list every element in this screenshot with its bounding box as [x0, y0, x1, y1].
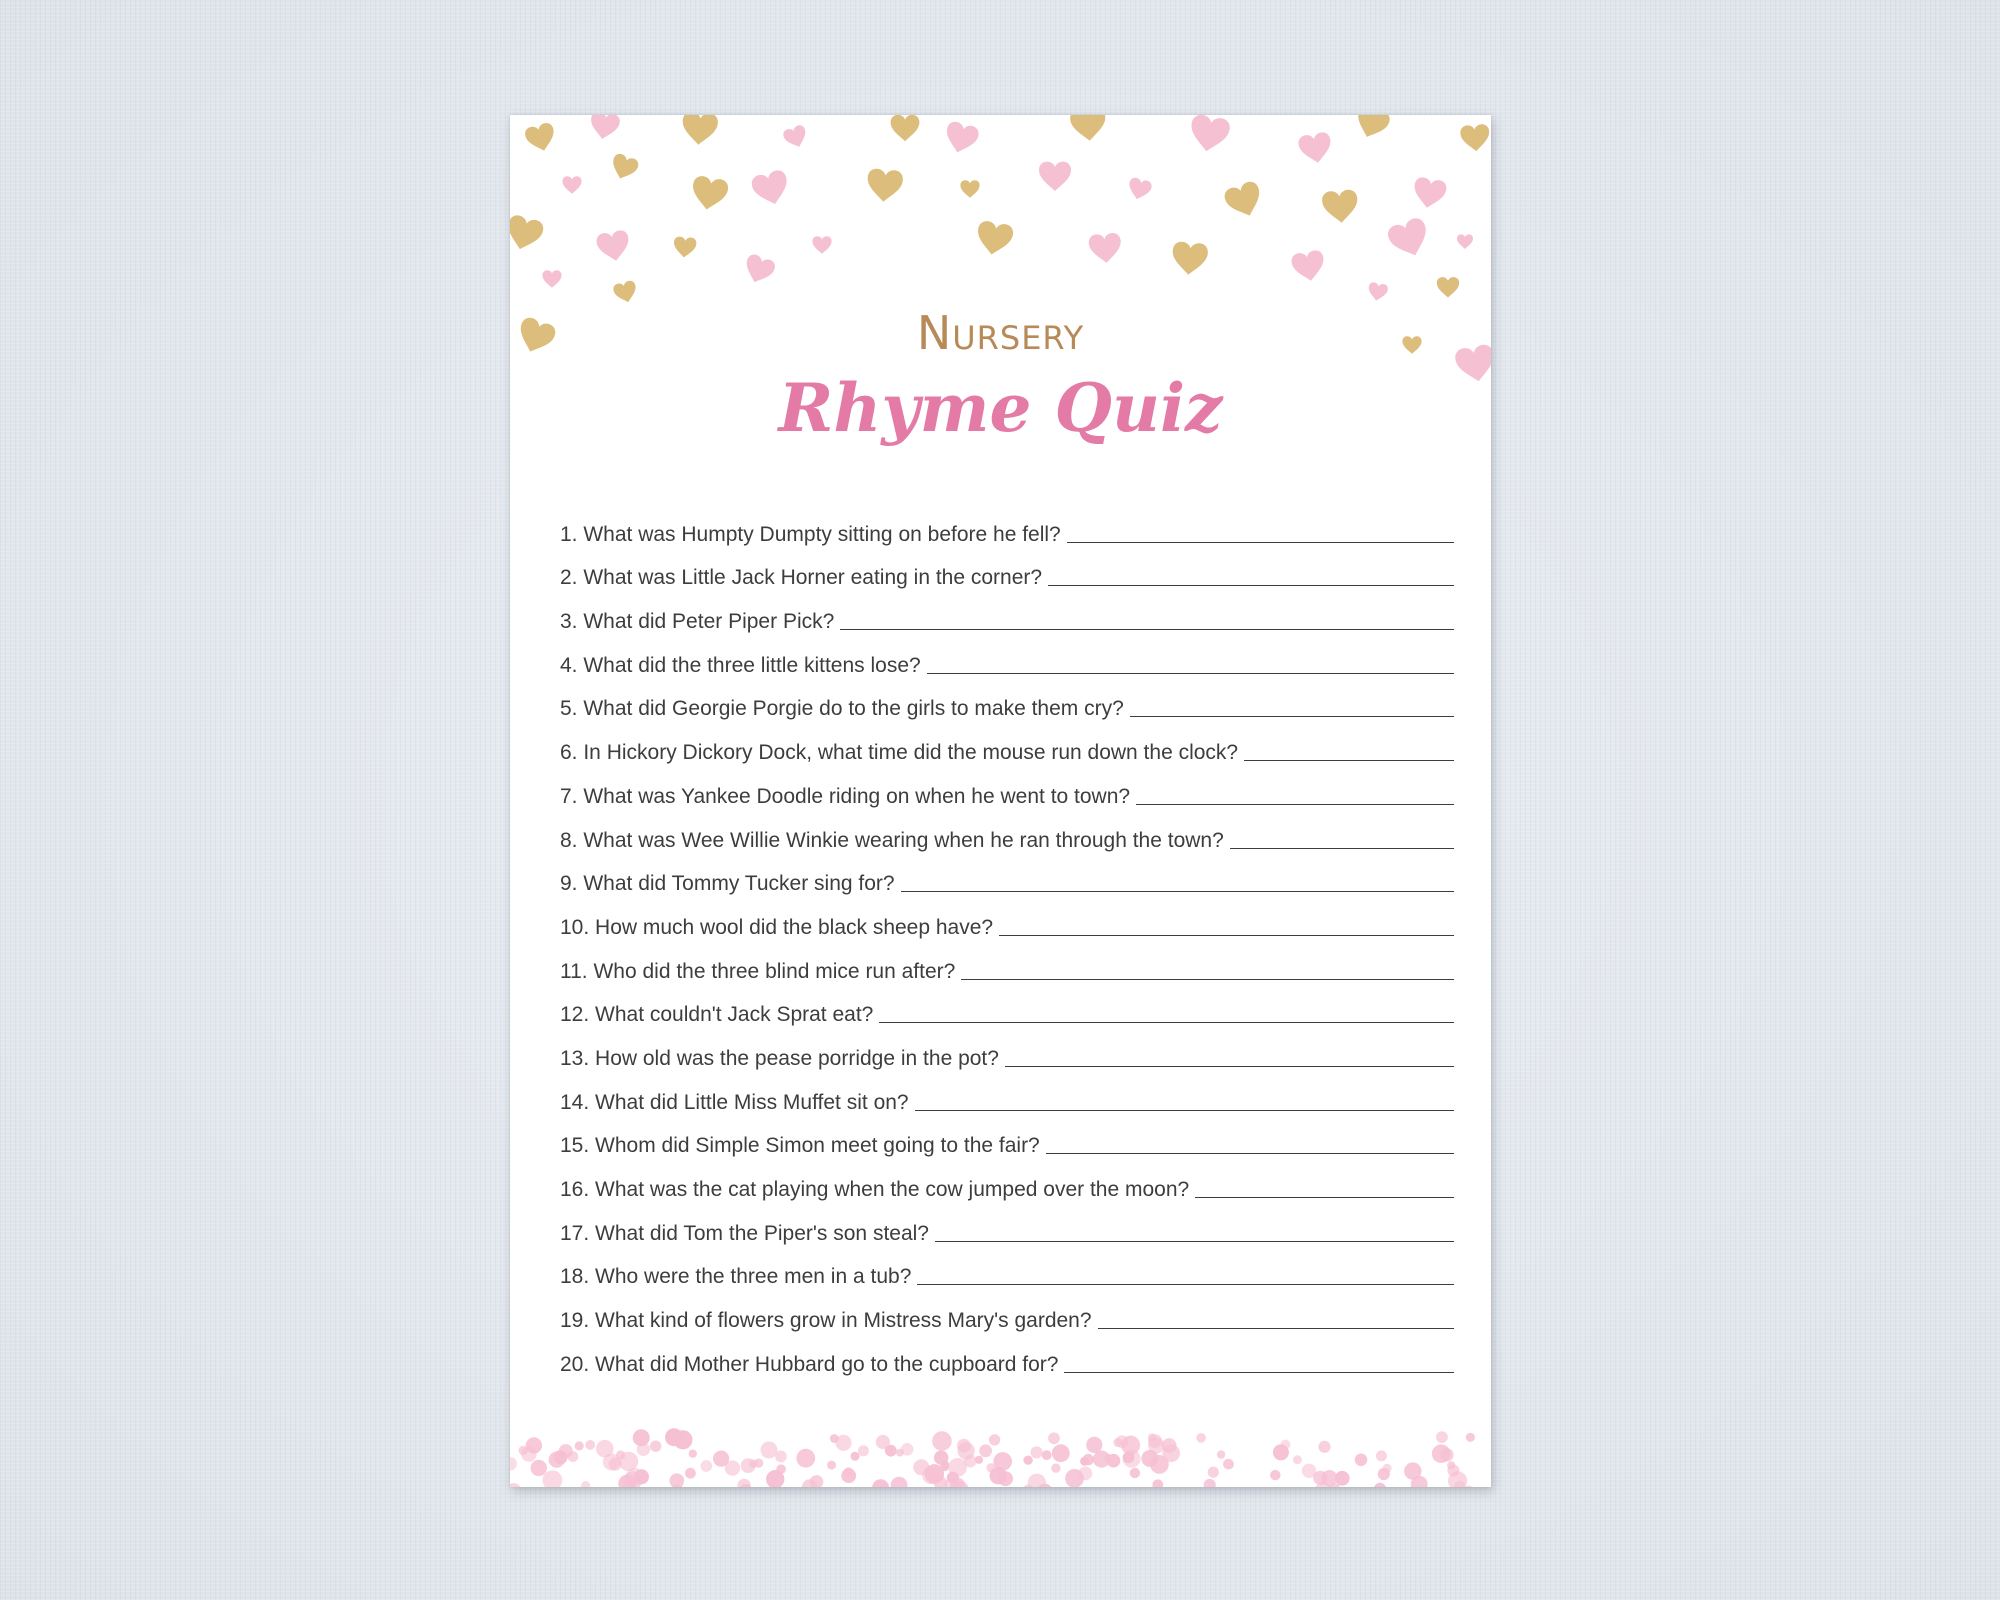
dot-icon — [922, 1467, 939, 1484]
question-text: 14. What did Little Miss Muffet sit on? — [560, 1090, 909, 1114]
dot-icon — [993, 1452, 1012, 1471]
answer-line[interactable] — [1195, 1197, 1454, 1198]
question-row — [560, 1162, 1454, 1206]
question-text: 5. What did Georgie Porgie do to the girls to make them cry? — [560, 697, 1124, 721]
pink-dot-confetti-icon — [510, 1407, 1491, 1487]
question-text: 6. In Hickory Dickory Dock, what time did the mouse run down the clock? — [560, 741, 1239, 765]
dot-icon — [989, 1434, 1000, 1445]
heart-icon — [942, 120, 981, 157]
dot-icon — [761, 1442, 778, 1459]
question-text: 16. What was the cat playing when the cow jumped over the moon? — [560, 1178, 1190, 1201]
heart-icon — [1290, 249, 1327, 283]
dot-icon — [1223, 1459, 1234, 1470]
dot-icon — [872, 1479, 889, 1487]
dot-icon — [1204, 1479, 1216, 1487]
question-text: 19. What kind of flowers grow in Mistress Mary's garden? — [560, 1309, 1092, 1333]
dot-icon — [1042, 1450, 1052, 1460]
question-row — [560, 638, 1454, 682]
dot-icon — [810, 1475, 824, 1487]
question-row — [560, 1293, 1454, 1337]
dot-icon — [510, 1457, 517, 1471]
dot-icon — [885, 1445, 897, 1457]
question-text: 4. What did the three little kittens lose? — [560, 653, 921, 677]
dot-icon — [559, 1444, 573, 1458]
heart-icon — [1367, 282, 1389, 303]
dot-icon — [851, 1452, 860, 1461]
heart-icon — [1460, 124, 1491, 153]
dot-icon — [775, 1451, 787, 1463]
answer-line[interactable] — [1005, 1066, 1454, 1067]
dot-icon — [858, 1445, 869, 1456]
heart-icon — [510, 213, 545, 253]
dot-icon — [979, 1444, 992, 1457]
question-text: 10. How much wool did the black sheep have? — [560, 915, 994, 939]
question-row — [560, 813, 1454, 857]
heart-icon — [1222, 179, 1266, 221]
question-text: 1. What was Humpty Dumpty sitting on before he fell? — [560, 522, 1061, 546]
dot-icon — [1378, 1468, 1390, 1480]
heart-icon — [1385, 216, 1433, 262]
dot-icon — [1355, 1454, 1368, 1467]
heart-icon — [681, 115, 719, 146]
dot-icon — [1148, 1433, 1156, 1441]
dot-icon — [1404, 1462, 1421, 1479]
dot-icon — [519, 1446, 528, 1455]
dot-icon — [891, 1477, 908, 1487]
answer-line[interactable] — [999, 935, 1454, 936]
dot-icon — [543, 1470, 563, 1487]
heart-icon — [523, 121, 558, 154]
dot-icon — [1121, 1436, 1140, 1455]
question-text: 9. What did Tommy Tucker sing for? — [560, 872, 895, 896]
heart-icon — [689, 175, 729, 213]
dot-icon — [1273, 1444, 1289, 1460]
dot-icon — [1376, 1450, 1387, 1461]
question-row — [560, 857, 1454, 901]
dot-icon — [1052, 1444, 1070, 1462]
dot-icon — [1436, 1431, 1448, 1443]
question-row — [560, 682, 1454, 726]
question-row — [560, 594, 1454, 638]
heart-icon — [595, 229, 632, 263]
answer-line[interactable] — [935, 1241, 1454, 1242]
dot-icon — [1302, 1464, 1316, 1478]
heart-icon — [741, 252, 777, 287]
heart-icon — [1297, 131, 1334, 165]
dot-icon — [1080, 1457, 1089, 1466]
dot-icon — [1031, 1446, 1043, 1458]
title-nursery: Nursery — [916, 306, 1085, 360]
dot-icon — [827, 1461, 836, 1470]
dot-icon — [1086, 1437, 1102, 1453]
dot-icon — [650, 1441, 661, 1452]
dot-icon — [1318, 1441, 1330, 1453]
dot-icon — [1130, 1468, 1140, 1478]
dot-icon — [596, 1440, 614, 1458]
question-text: 20. What did Mother Hubbard go to the cupboard for? — [560, 1352, 1059, 1376]
heart-icon — [782, 124, 810, 151]
question-text: 13. How old was the pease porridge in the pot? — [560, 1046, 999, 1070]
heart-icon — [1088, 232, 1122, 264]
answer-line[interactable] — [1046, 1153, 1454, 1154]
dot-icon — [510, 1483, 521, 1487]
answer-line[interactable] — [915, 1110, 1454, 1111]
question-row — [560, 1337, 1454, 1381]
question-row — [560, 507, 1454, 551]
heart-icon — [750, 168, 792, 208]
dot-icon — [841, 1468, 856, 1483]
heart-icon — [612, 279, 639, 305]
heart-icon — [812, 236, 831, 254]
dot-icon — [725, 1460, 740, 1475]
dot-icon — [896, 1449, 904, 1457]
dot-icon — [685, 1468, 696, 1479]
question-text: 11. Who did the three blind mice run after? — [560, 959, 956, 983]
answer-line[interactable] — [927, 673, 1454, 674]
heart-icon — [1437, 277, 1459, 298]
answer-line[interactable] — [840, 629, 1454, 630]
question-row — [560, 1031, 1454, 1075]
question-text: 2. What was Little Jack Horner eating in the corner? — [560, 566, 1043, 590]
answer-line[interactable] — [901, 891, 1454, 892]
question-row — [560, 725, 1454, 769]
question-row — [560, 551, 1454, 595]
heart-icon — [1126, 176, 1153, 202]
dot-icon — [1196, 1433, 1206, 1443]
heart-icon — [974, 220, 1014, 258]
answer-line[interactable] — [917, 1284, 1454, 1285]
question-row — [560, 1206, 1454, 1250]
heart-icon — [542, 270, 561, 288]
answer-line[interactable] — [1244, 760, 1454, 761]
dot-icon — [585, 1440, 595, 1450]
dot-icon — [1023, 1456, 1032, 1465]
answer-line[interactable] — [1230, 848, 1454, 849]
dot-icon — [1293, 1455, 1302, 1464]
dot-icon — [1051, 1464, 1060, 1473]
answer-line[interactable] — [1098, 1328, 1454, 1329]
question-row — [560, 1119, 1454, 1163]
heart-icon — [1069, 115, 1107, 142]
dot-icon — [998, 1471, 1013, 1486]
heart-icon — [673, 236, 697, 258]
dot-icon — [941, 1463, 949, 1471]
heart-icon — [866, 168, 904, 203]
question-row — [560, 944, 1454, 988]
dot-icon — [1113, 1438, 1122, 1447]
dot-icon — [665, 1428, 683, 1446]
answer-line[interactable] — [1067, 542, 1454, 543]
title-rhyme-quiz: Rhyme Quiz — [778, 369, 1223, 447]
question-row — [560, 1250, 1454, 1294]
dot-icon — [934, 1451, 948, 1465]
question-row — [560, 1075, 1454, 1119]
dot-icon — [575, 1441, 584, 1450]
dot-icon — [1270, 1470, 1280, 1480]
dot-icon — [700, 1460, 712, 1472]
answer-line[interactable] — [961, 979, 1454, 980]
dot-icon — [633, 1429, 650, 1446]
dot-icon — [1107, 1454, 1121, 1468]
dot-icon — [1065, 1469, 1084, 1487]
heart-icon — [1171, 241, 1209, 276]
answer-line[interactable] — [1048, 585, 1454, 586]
dot-icon — [1466, 1433, 1475, 1442]
dot-icon — [1048, 1432, 1060, 1444]
dot-icon — [932, 1431, 952, 1451]
quiz-sheet — [510, 115, 1491, 1487]
dot-icon — [1432, 1444, 1451, 1463]
heart-icon — [891, 115, 920, 141]
dot-icon — [1162, 1445, 1180, 1463]
dot-icon — [634, 1469, 649, 1484]
heart-icon — [1352, 115, 1392, 142]
question-text: 7. What was Yankee Doodle riding on when he went to town? — [560, 784, 1131, 808]
heart-icon — [1039, 162, 1071, 191]
dot-icon — [581, 1481, 590, 1487]
dot-icon — [1217, 1450, 1225, 1458]
quiz-title — [510, 305, 1491, 449]
question-list — [560, 507, 1454, 1381]
dot-icon — [1374, 1483, 1387, 1487]
dot-icon — [1152, 1479, 1163, 1487]
question-text: 3. What did Peter Piper Pick? — [560, 610, 835, 634]
heart-icon — [1411, 176, 1448, 210]
dot-icon — [796, 1449, 815, 1468]
answer-line[interactable] — [1064, 1372, 1454, 1373]
heart-icon — [588, 115, 621, 141]
heart-icon — [1321, 189, 1359, 224]
question-row — [560, 988, 1454, 1032]
answer-line[interactable] — [1130, 716, 1454, 717]
question-row — [560, 769, 1454, 813]
dot-icon — [749, 1459, 758, 1468]
dot-icon — [669, 1473, 684, 1487]
answer-line[interactable] — [879, 1022, 1454, 1023]
heart-icon — [562, 176, 581, 194]
dot-icon — [1208, 1467, 1219, 1478]
answer-line[interactable] — [1136, 804, 1454, 805]
question-row — [560, 900, 1454, 944]
heart-icon — [1457, 234, 1473, 249]
dot-icon — [531, 1460, 547, 1476]
question-text: 8. What was Wee Willie Winkie wearing when he ran through the town? — [560, 828, 1224, 852]
dot-icon — [689, 1450, 697, 1458]
dot-icon — [964, 1455, 977, 1468]
question-text: 17. What did Tom the Piper's son steal? — [560, 1221, 929, 1245]
heart-icon — [960, 180, 979, 198]
heart-icon — [1187, 115, 1231, 155]
dot-icon — [776, 1464, 786, 1474]
dot-icon — [835, 1435, 851, 1451]
question-text: 12. What couldn't Jack Sprat eat? — [560, 1003, 874, 1027]
heart-icon — [608, 152, 640, 183]
question-text: 15. Whom did Simple Simon meet going to the fair? — [560, 1134, 1040, 1158]
question-text: 18. Who were the three men in a tub? — [560, 1265, 912, 1289]
